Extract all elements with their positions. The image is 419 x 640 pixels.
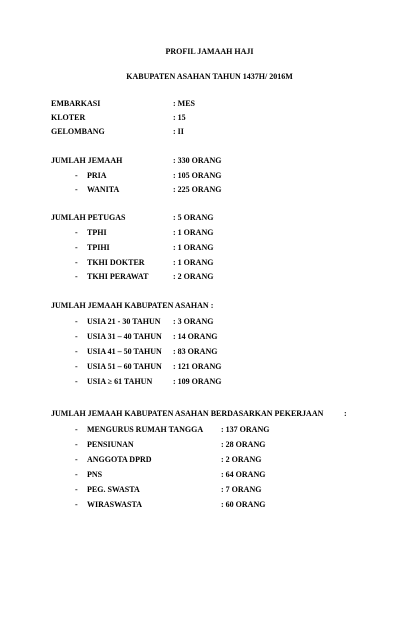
item-value: : 121 ORANG [173, 362, 222, 371]
item-value: : 3 ORANG [173, 317, 214, 326]
bullet-dash: - [75, 332, 78, 341]
list-item [0, 376, 419, 387]
item-label: PRIA [87, 171, 107, 180]
identity-label: KLOTER [51, 113, 86, 122]
item-label: USIA 41 – 50 TAHUN [87, 347, 162, 356]
jumlah-jemaah-row [0, 155, 419, 166]
bullet-dash: - [75, 228, 78, 237]
identity-row-gelombang [0, 126, 419, 137]
item-value: : 64 ORANG [221, 470, 266, 479]
item-value: : 7 ORANG [221, 485, 262, 494]
doc-title: PROFIL JAMAAH HAJI [165, 47, 254, 56]
identity-value: : 15 [173, 113, 186, 122]
item-label: TPIHI [87, 243, 110, 252]
item-value: : 137 ORANG [221, 425, 270, 434]
doc-subtitle: KABUPATEN ASAHAN TAHUN 1437H/ 2016M [126, 72, 293, 81]
bullet-dash: - [75, 377, 78, 386]
item-label: PNS [87, 470, 103, 479]
bullet-dash: - [75, 258, 78, 267]
identity-value: : MES [173, 99, 195, 108]
bullet-dash: - [75, 500, 78, 509]
bullet-dash: - [75, 185, 78, 194]
item-label: USIA 51 – 60 TAHUN [87, 362, 162, 371]
item-value: : 83 ORANG [173, 347, 218, 356]
list-item [0, 454, 419, 465]
list-item [0, 242, 419, 253]
item-label: WANITA [87, 185, 120, 194]
heading-colon: : [344, 409, 347, 418]
list-item [0, 361, 419, 372]
section-heading: JUMLAH JEMAAH KABUPATEN ASAHAN : [51, 301, 214, 310]
item-value: : 14 ORANG [173, 332, 218, 341]
section-label: JUMLAH PETUGAS [51, 213, 126, 222]
item-label: USIA 21 - 30 TAHUN [87, 317, 161, 326]
item-value: : 109 ORANG [173, 377, 222, 386]
list-item [0, 271, 419, 282]
item-label: PEG. SWASTA [87, 485, 140, 494]
item-value: : 225 ORANG [173, 185, 222, 194]
item-label: TKHI DOKTER [87, 258, 145, 267]
section-label: JUMLAH JEMAAH [51, 156, 123, 165]
usia-heading [0, 300, 419, 311]
list-item [0, 346, 419, 357]
pekerjaan-heading [0, 408, 419, 419]
list-item [0, 484, 419, 495]
list-item [0, 424, 419, 435]
bullet-dash: - [75, 485, 78, 494]
bullet-dash: - [75, 272, 78, 281]
item-label: PENSIUNAN [87, 440, 134, 449]
section-heading: JUMLAH JEMAAH KABUPATEN ASAHAN BERDASARKAN PEKERJAAN [51, 409, 324, 418]
item-value: : 2 ORANG [173, 272, 214, 281]
bullet-dash: - [75, 440, 78, 449]
item-label: WIRASWASTA [87, 500, 142, 509]
list-item [0, 499, 419, 510]
list-item [0, 227, 419, 238]
list-item [0, 257, 419, 268]
bullet-dash: - [75, 362, 78, 371]
bullet-dash: - [75, 317, 78, 326]
identity-value: : II [173, 127, 184, 136]
item-value: : 1 ORANG [173, 228, 214, 237]
item-value: : 105 ORANG [173, 171, 222, 180]
bullet-dash: - [75, 243, 78, 252]
item-value: : 1 ORANG [173, 243, 214, 252]
bullet-dash: - [75, 171, 78, 180]
item-label: ANGGOTA DPRD [87, 455, 152, 464]
identity-row-embarkasi [0, 98, 419, 109]
bullet-dash: - [75, 470, 78, 479]
item-label: MENGURUS RUMAH TANGGA [87, 425, 204, 434]
identity-row-kloter [0, 112, 419, 123]
item-value: : 2 ORANG [221, 455, 262, 464]
list-item [0, 439, 419, 450]
item-label: TKHI PERAWAT [87, 272, 149, 281]
list-item [0, 469, 419, 480]
identity-label: EMBARKASI [51, 99, 101, 108]
item-value: : 60 ORANG [221, 500, 266, 509]
item-value: : 1 ORANG [173, 258, 214, 267]
item-label: USIA 31 – 40 TAHUN [87, 332, 162, 341]
bullet-dash: - [75, 347, 78, 356]
item-label: USIA ≥ 61 TAHUN [87, 377, 153, 386]
section-value: : 5 ORANG [173, 213, 214, 222]
identity-label: GELOMBANG [51, 127, 105, 136]
bullet-dash: - [75, 425, 78, 434]
item-label: TPHI [87, 228, 107, 237]
jumlah-petugas-row [0, 212, 419, 223]
list-item [0, 170, 419, 181]
list-item [0, 184, 419, 195]
item-value: : 28 ORANG [221, 440, 266, 449]
bullet-dash: - [75, 455, 78, 464]
list-item [0, 316, 419, 327]
section-value: : 330 ORANG [173, 156, 222, 165]
list-item [0, 331, 419, 342]
